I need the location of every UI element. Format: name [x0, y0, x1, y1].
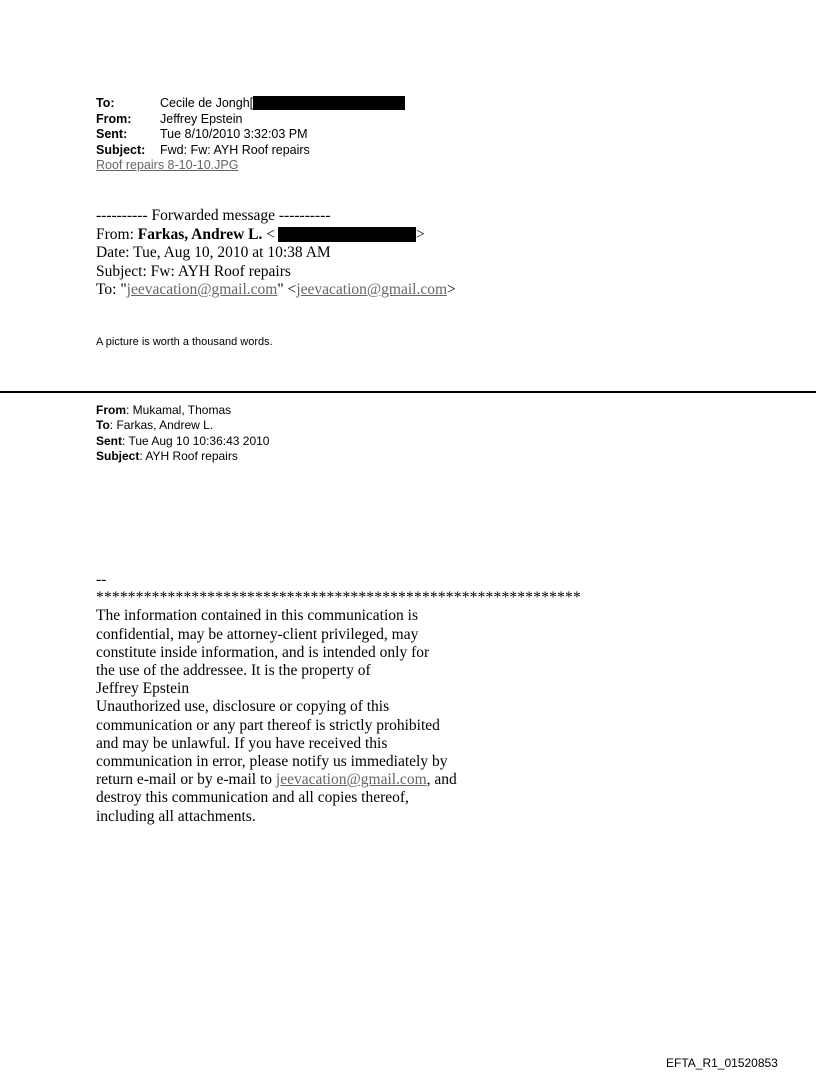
- sig-line: Jeffrey Epstein: [96, 680, 190, 698]
- forward-from-prefix: From:: [96, 225, 138, 243]
- sig-line: and may be unlawful. If you have received this: [96, 734, 388, 752]
- sig-line: [96, 771, 581, 789]
- sent-row: [96, 127, 405, 143]
- sent-value: Tue 8/10/2010 3:32:03 PM: [160, 127, 308, 141]
- divider-rule: [0, 391, 816, 393]
- subject-row: [96, 143, 405, 159]
- forward-from-open: <: [262, 225, 275, 243]
- orig-to-value: : Farkas, Andrew L.: [109, 418, 214, 433]
- forward-subject: Subject: Fw: AYH Roof repairs: [96, 262, 291, 280]
- forward-from-name: Farkas, Andrew L.: [137, 225, 263, 243]
- orig-from-value: : Mukamal, Thomas: [126, 403, 232, 417]
- forward-divider: ---------- Forwarded message ----------: [96, 207, 331, 224]
- attachment-link[interactable]: Roof repairs 8-10-10.JPG: [96, 158, 239, 172]
- sig-line: Unauthorized use, disclosure or copying of this: [96, 698, 390, 716]
- from-row: [96, 112, 405, 128]
- orig-to-row: [96, 418, 269, 433]
- orig-sent-row: [96, 434, 269, 449]
- orig-from-row: [96, 403, 269, 418]
- forward-date: Date: Tue, Aug 10, 2010 at 10:38 AM: [96, 244, 331, 261]
- document-id: EFTA_R1_01520853: [666, 1056, 778, 1070]
- to-value: Cecile de Jongh[: [160, 96, 254, 110]
- forward-from-line: [96, 226, 456, 245]
- original-message-header: [96, 403, 269, 465]
- sent-label: Sent:: [96, 127, 128, 141]
- sig-line: destroy this communication and all copies thereof,: [96, 789, 409, 807]
- sig-dash: --: [96, 571, 107, 588]
- orig-subject-row: [96, 449, 269, 464]
- email-header: [96, 96, 405, 174]
- sig-line: communication in error, please notify us immediately by: [96, 753, 448, 771]
- from-label: From:: [96, 111, 132, 126]
- orig-subject-label: Subject: [96, 449, 140, 464]
- message-note: A picture is worth a thousand words.: [96, 336, 273, 348]
- to-row: [96, 96, 405, 112]
- sig-line-prefix: return e-mail or by e-mail to: [96, 771, 276, 789]
- sig-stars: *************************************************************: [96, 589, 581, 607]
- orig-sent-value: : Tue Aug 10 10:36:43 2010: [122, 433, 270, 448]
- email-link[interactable]: jeevacation@gmail.com: [275, 771, 427, 789]
- sig-line-suffix: , and: [426, 771, 457, 789]
- subject-label: Subject:: [96, 142, 146, 157]
- email-link[interactable]: jeevacation@gmail.com: [126, 281, 278, 298]
- forward-to-middle: " <: [277, 281, 297, 298]
- attachment-row: [96, 158, 405, 174]
- orig-to-label: To: [96, 418, 110, 433]
- orig-subject-value: : AYH Roof repairs: [139, 449, 238, 464]
- forwarded-message: [96, 207, 456, 300]
- forward-from-close: >: [416, 225, 425, 243]
- forward-to-prefix: To: ": [96, 281, 127, 298]
- subject-value: Fwd: Fw: AYH Roof repairs: [160, 142, 310, 157]
- email-link[interactable]: jeevacation@gmail.com: [296, 281, 448, 298]
- redaction-bar: [278, 227, 416, 242]
- sig-line: including all attachments.: [96, 807, 256, 825]
- from-value: Jeffrey Epstein: [160, 111, 243, 126]
- orig-sent-label: Sent: [96, 433, 123, 448]
- forward-to-line: [96, 281, 456, 300]
- sig-line: constitute inside information, and is intended only for: [96, 643, 430, 661]
- forward-to-suffix: >: [447, 281, 456, 298]
- sig-line: the use of the addressee. It is the property of: [96, 662, 371, 680]
- to-label: To:: [96, 96, 115, 110]
- sig-line: confidential, may be attorney-client privileged, may: [96, 625, 419, 643]
- sig-line: The information contained in this communication is: [96, 607, 418, 625]
- sig-line: communication or any part thereof is strictly prohibited: [96, 716, 440, 734]
- redaction-bar: [253, 96, 405, 110]
- disclaimer: [96, 571, 581, 826]
- orig-from-label: From: [96, 403, 126, 417]
